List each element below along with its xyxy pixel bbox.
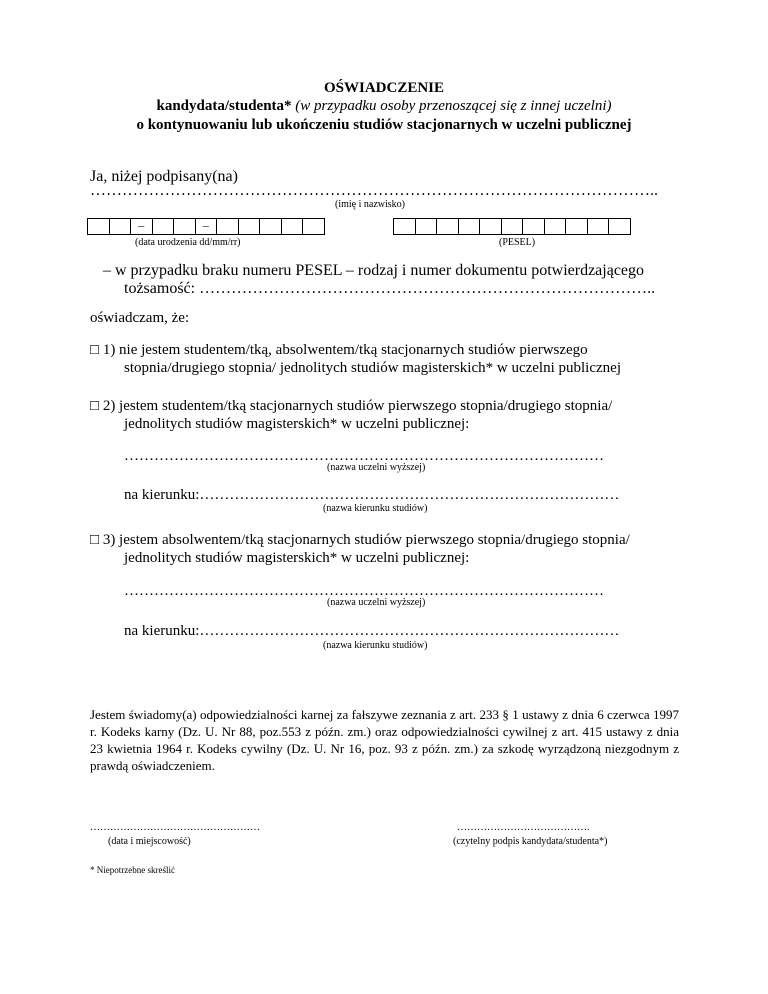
option-3-checkbox[interactable]: □ [90, 532, 100, 548]
option-1-text-line2: stopnia/drugiego stopnia/ jednolitych studiów magisterskich* w uczelni publicznej [124, 360, 621, 376]
option-2-field-row [124, 487, 619, 504]
dob-cell[interactable] [216, 218, 239, 235]
intro-line: Ja, niżej podpisany(na) [90, 168, 238, 185]
pesel-cell[interactable] [458, 218, 481, 235]
pesel-cell[interactable] [415, 218, 438, 235]
dob-cell[interactable] [238, 218, 261, 235]
signature-caption: (czytelny podpis kandydata/studenta*) [453, 836, 608, 847]
document-subtitle-line2: o kontynuowaniu lub ukończeniu studiów stacjonarnych w uczelni publicznej [136, 117, 632, 133]
option-2-university-field[interactable]: …………………………………………………………………………………… [124, 448, 604, 464]
document-title: OŚWIADCZENIE [323, 80, 445, 96]
dob-cell[interactable] [109, 218, 132, 235]
option-1-checkbox[interactable]: □ [90, 342, 100, 358]
pesel-cell[interactable] [479, 218, 502, 235]
option-2-field-label: na kierunku: [124, 487, 200, 503]
option-3-field-row [124, 623, 619, 640]
name-field[interactable]: …………………………………………………………………………………………….. [90, 182, 658, 199]
option-2-text-line2: jednolitych studiów magisterskich* w uczelni publicznej: [124, 416, 470, 432]
dob-separator: – [195, 218, 218, 235]
option-3-university-field[interactable]: …………………………………………………………………………………… [124, 583, 604, 599]
pesel-cell[interactable] [544, 218, 567, 235]
pesel-cell[interactable] [608, 218, 631, 235]
option-2-field-caption: (nazwa kierunku studiów) [323, 503, 428, 514]
option-1 [90, 342, 588, 359]
dob-separator: – [130, 218, 153, 235]
no-pesel-line2[interactable]: tożsamość: ………………………………………………………………………….. [124, 280, 656, 297]
date-place-caption: (data i miejscowość) [108, 836, 191, 847]
option-3-field-label: na kierunku: [124, 623, 200, 639]
no-pesel-line1: – w przypadku braku numeru PESEL – rodzaj i numer dokumentu potwierdzającego [103, 262, 645, 279]
name-caption: (imię i nazwisko) [335, 199, 405, 210]
pesel-cell[interactable] [393, 218, 416, 235]
pesel-cell[interactable] [522, 218, 545, 235]
option-3-text-line2: jednolitych studiów magisterskich* w uczelni publicznej: [124, 550, 470, 566]
option-3-field-input[interactable]: ………………………………………………………………………… [199, 623, 620, 639]
liability-statement: Jestem świadomy(a) odpowiedzialności karnej za fałszywe zeznania z art. 233 § 1 ustawy z dnia 6 czerwca 1997 r. Kodeks karny (Dz. U. Nr 88, poz.553 z późn. zm.) oraz odpowiedzialności cywilnej z art. 415 ustawy z dnia 23 kwietnia 1964 r. Kodeks cywilny (Dz. U. Nr 16, poz. 93 z późn. zm.) za szkodę wyrządzoną niezgodnym z prawdą oświadczeniem. [90, 707, 679, 773]
pesel-cell[interactable] [436, 218, 459, 235]
option-1-text: 1) nie jestem studentem/tką, absolwentem/tką stacjonarnych studiów pierwszego [102, 342, 588, 358]
declare-line: oświadczam, że: [90, 310, 190, 326]
option-2-field-input[interactable]: ………………………………………………………………………… [199, 487, 620, 503]
option-3-field-caption: (nazwa kierunku studiów) [323, 640, 428, 651]
option-3-university-caption: (nazwa uczelni wyższej) [327, 597, 426, 608]
dob-caption: (data urodzenia dd/mm/rr) [135, 237, 241, 248]
date-place-field[interactable]: …………………………………………… [90, 822, 260, 833]
option-2-checkbox[interactable]: □ [90, 398, 100, 414]
option-2 [90, 398, 612, 415]
dob-cell[interactable] [302, 218, 325, 235]
option-3-text: 3) jestem absolwentem/tką stacjonarnych studiów pierwszego stopnia/drugiego stopnia/ [102, 532, 630, 548]
signature-field[interactable]: …………………………………. [457, 822, 590, 833]
subtitle-bold: kandydata/studenta* [156, 98, 292, 114]
option-3 [90, 532, 630, 549]
footnote: * Niepotrzebne skreślić [90, 865, 175, 875]
pesel-cell[interactable] [501, 218, 524, 235]
option-2-university-caption: (nazwa uczelni wyższej) [327, 462, 426, 473]
pesel-cell[interactable] [587, 218, 610, 235]
dob-cell[interactable] [173, 218, 196, 235]
pesel-caption: (PESEL) [499, 237, 536, 248]
dob-cell[interactable] [152, 218, 175, 235]
dob-cell[interactable] [259, 218, 282, 235]
subtitle-italic: (w przypadku osoby przenoszącej się z innej uczelni) [295, 98, 612, 114]
dob-cell[interactable] [87, 218, 110, 235]
pesel-boxes[interactable] [393, 218, 631, 235]
dob-cell[interactable] [281, 218, 304, 235]
pesel-cell[interactable] [565, 218, 588, 235]
dob-boxes[interactable] [87, 218, 325, 235]
option-2-text: 2) jestem studentem/tką stacjonarnych studiów pierwszego stopnia/drugiego stopnia/ [102, 398, 613, 414]
document-subtitle [0, 98, 768, 115]
